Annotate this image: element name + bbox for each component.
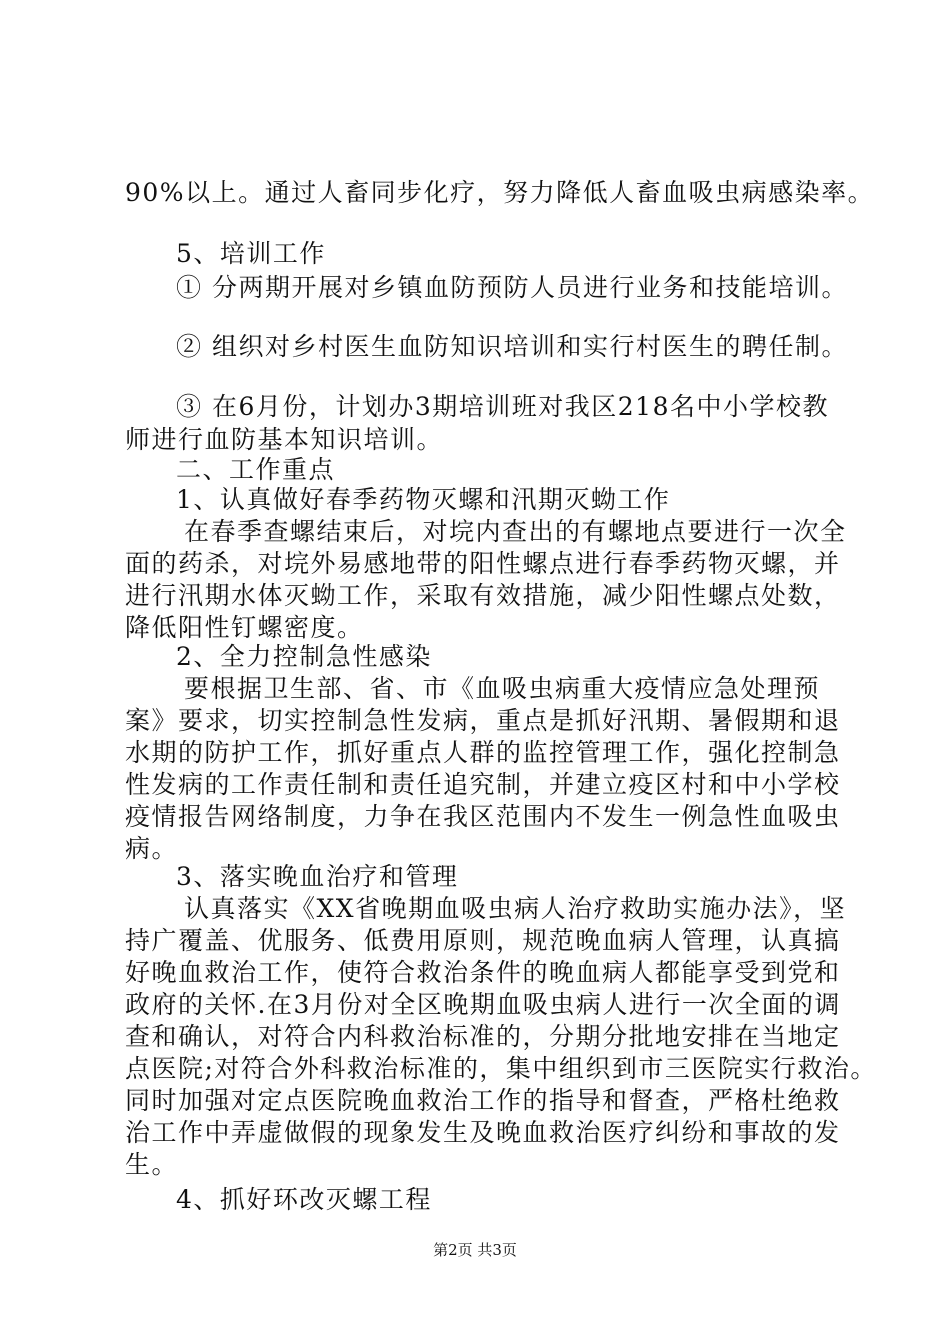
subheading-snail-control: 1、认真做好春季药物灭螺和汛期灭蚴工作	[176, 485, 671, 514]
subheading-environment-project: 4、抓好环改灭螺工程	[176, 1185, 432, 1214]
paragraph-line: 病。	[125, 834, 179, 863]
paragraph-line: 进行汛期水体灭蚴工作，采取有效措施，减少阳性螺点处数，	[125, 581, 841, 610]
section-heading-work-focus: 二、工作重点	[176, 455, 336, 484]
paragraph-line: 持广覆盖、优服务、低费用原则，规范晚血病人管理，认真搞	[125, 926, 841, 955]
paragraph-line: 在春季查螺结束后，对垸内查出的有螺地点要进行一次全	[184, 517, 847, 546]
paragraph-line: 案》要求，切实控制急性发病，重点是抓好汛期、暑假期和退	[125, 706, 841, 735]
list-item: ② 组织对乡村医生血防知识培训和实行村医生的聘任制。	[176, 332, 848, 361]
subheading-late-treatment: 3、落实晚血治疗和管理	[176, 862, 459, 891]
paragraph-line: 查和确认，对符合内科救治标准的，分期分批地安排在当地定	[125, 1022, 841, 1051]
page-footer: 第2页 共3页	[433, 1241, 517, 1259]
paragraph-line: 治工作中弄虚做假的现象发生及晚血救治医疗纠纷和事故的发	[125, 1118, 841, 1147]
paragraph-line: 水期的防护工作，抓好重点人群的监控管理工作，强化控制急	[125, 738, 841, 767]
list-item: ① 分两期开展对乡镇血防预防人员进行业务和技能培训。	[176, 273, 848, 302]
list-item: ③ 在6月份，计划办3期培训班对我区218名中小学校教	[176, 392, 829, 421]
section-heading-training: 5、培训工作	[176, 239, 326, 268]
paragraph-line: 降低阳性钉螺密度。	[125, 613, 364, 642]
paragraph-line: 好晚血救治工作，使符合救治条件的晚血病人都能享受到党和	[125, 958, 841, 987]
paragraph-line: 疫情报告网络制度，力争在我区范围内不发生一例急性血吸虫	[125, 802, 841, 831]
paragraph-line: 90%以上。通过人畜同步化疗，努力降低人畜血吸虫病感染率。	[125, 178, 875, 207]
paragraph-line: 点医院;对符合外科救治标准的，集中组织到市三医院实行救治。	[125, 1054, 877, 1083]
paragraph-line: 同时加强对定点医院晚血救治工作的指导和督查，严格杜绝救	[125, 1086, 841, 1115]
paragraph-line: 认真落实《XX省晚期血吸虫病人治疗救助实施办法》，坚	[184, 894, 847, 923]
paragraph-line: 政府的关怀.在3月份对全区晚期血吸虫病人进行一次全面的调	[125, 990, 841, 1019]
paragraph-line: 面的药杀，对垸外易感地带的阳性螺点进行春季药物灭螺，并	[125, 549, 841, 578]
paragraph-line: 生。	[125, 1150, 179, 1179]
paragraph-line: 师进行血防基本知识培训。	[125, 425, 444, 454]
paragraph-line: 要根据卫生部、省、市《血吸虫病重大疫情应急处理预	[184, 674, 821, 703]
paragraph-line: 性发病的工作责任制和责任追究制，并建立疫区村和中小学校	[125, 770, 841, 799]
subheading-acute-infection: 2、全力控制急性感染	[176, 642, 432, 671]
